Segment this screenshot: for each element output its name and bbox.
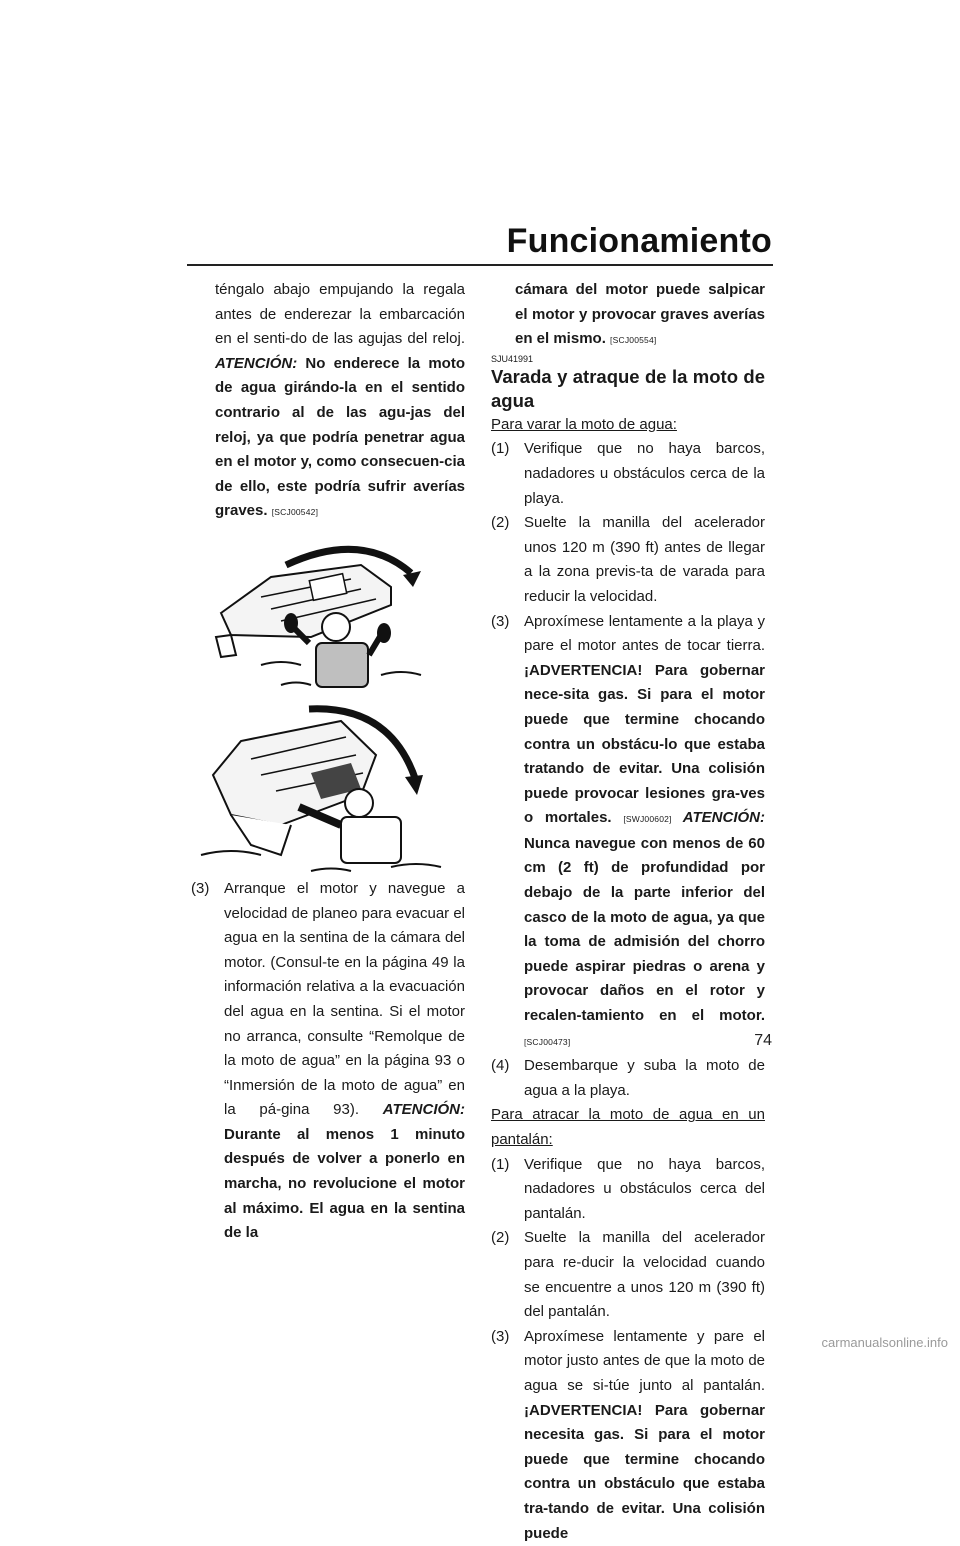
warning-text: ¡ADVERTENCIA! Para gobernar necesita gas. Si para el motor puede que termine chocando contra un obstáculo que estaba tra-tando de evitar. Una colisión puede — [524, 1401, 765, 1542]
list-item: (2) Suelte la manilla del acelerador unos 120 m (390 ft) antes de llegar a la zona previs-ta de varada para reducir la velocidad. — [491, 514, 765, 605]
subheading-beaching: Para varar la moto de agua: — [491, 415, 677, 433]
figure-righting-step-a — [191, 525, 465, 695]
list-item: (1) Verifique que no haya barcos, nadadores u obstáculos cerca del pantalán. — [491, 1155, 765, 1222]
subheading-docking: Para atracar la moto de agua en un pantalán: — [491, 1106, 765, 1148]
section-title: Varada y atraque de la moto de agua — [491, 365, 765, 411]
warning-text: ¡ADVERTENCIA! Para gobernar nece-sita gas. Si para el motor puede que termine chocando contra un obstácu-lo que estaba tratando de evitar. Una colisión puede provocar lesiones gra-ves o mortales. — [524, 661, 765, 827]
watermark[interactable]: carmanualsonline.info — [821, 1335, 948, 1350]
ref-code: [SWJ00602] — [623, 814, 672, 825]
page-title: Funcionamiento — [506, 222, 772, 260]
list-item: (3) Aproxímese lentamente a la playa y pare el motor antes de tocar tierra. ¡ADVERTENCIA! Para gobernar nece-sita gas. Si para el motor puede que termine chocando contra un obstácu-lo que estaba tratando de evitar. Una colisión puede provocar lesiones gra-ves o mortales. [SWJ00602] ATENCIÓN: Nunca navegue con menos de 60 cm (2 ft) de profundidad por debajo de la parte inferior del casco de la moto de agua, ya que la toma de admisión del chorro puede aspirar piedras o arena y provocar daños en el rotor y recalen-tamiento en el motor. [SCJ00473] — [491, 612, 766, 1047]
right-column — [491, 278, 765, 1546]
continued-warning: cámara del motor puede salpicar el motor y provocar graves averías en el mismo. [SCJ00554] — [515, 281, 765, 348]
attention-label: ATENCIÓN: — [671, 809, 766, 827]
intro-paragraph: téngalo abajo empujando la regala antes de enderezar la embarcación en el senti-do de las agujas del reloj. ATENCIÓN: No enderece la moto de agua girándo-la en el sentido contrario al de las agu-jas del reloj, ya que podría penetrar agua en el motor y, como consecuen-cia de ello, este podría sufrir averías graves. [SCJ00542] — [215, 281, 465, 520]
ref-code: [SCJ00473] — [524, 1036, 571, 1047]
list-item: (3) Aproxímese lentamente y pare el motor justo antes de que la moto de agua se si-túe junto al pantalán. ¡ADVERTENCIA! Para gobernar necesita gas. Si para el motor puede que termine chocando contra un obstáculo que estaba tra-tando de evitar. Una colisión puede — [491, 1327, 765, 1542]
page-number: 74 — [754, 1032, 772, 1049]
list-item: (1) Verifique que no haya barcos, nadadores u obstáculos cerca de la playa. — [491, 440, 765, 507]
ref-code: [SCJ00542] — [271, 507, 319, 518]
list-item: (2) Suelte la manilla del acelerador para re-ducir la velocidad cuando se encuentre a unos 120 m (390 ft) del pantalán. — [491, 1229, 765, 1321]
ref-code: [SCJ00554] — [610, 335, 657, 346]
section-code: SJU41991 — [491, 353, 534, 364]
attention-label: ATENCIÓN: — [382, 1101, 465, 1119]
attention-label: ATENCIÓN: — [215, 354, 298, 372]
list-item-step-3: (3) Arranque el motor y navegue a velocidad de planeo para evacuar el agua en la sentina de la cámara del motor. (Consul-te en la página 49 la información relativa a la evacuación del agua en la sentina. Si el motor no arranca, consulte “Remolque de la moto de agua” en la página 93 o “Inmersión de la moto de agua” en la pá-gina 93). ATENCIÓN: Durante al menos 1 minuto después de volver a ponerlo en marcha, no revolucione el motor al máximo. El agua en la sentina de la — [191, 879, 466, 1242]
list-item: (4) Desembarque y suba la moto de agua a la playa. — [491, 1057, 765, 1099]
figure-righting-step-b — [191, 695, 465, 877]
left-column — [191, 278, 465, 1246]
header-divider — [187, 264, 773, 266]
